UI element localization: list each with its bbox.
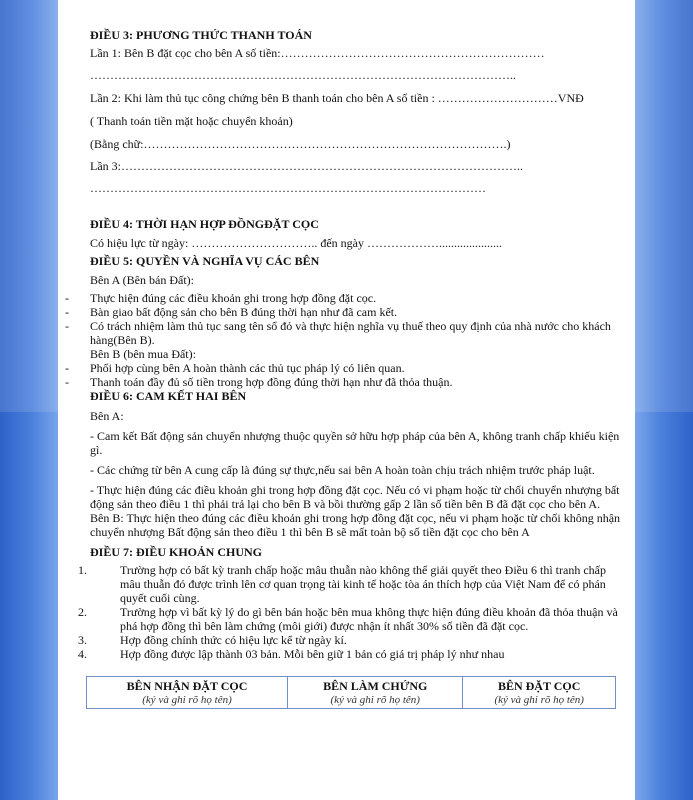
window-background-left	[0, 0, 58, 800]
list-item: - Thanh toán đầy đủ số tiền trong hợp đồng đúng thời hạn như đã thỏa thuận.	[90, 375, 621, 389]
signature-title: BÊN LÀM CHỨNG	[323, 679, 428, 693]
party-b-label: Bên B (bên mua Đất):	[90, 347, 196, 361]
list-item: 3. Hợp đồng chính thức có hiệu lực kể từ ngày kí.	[78, 633, 347, 647]
signature-cell-witness	[288, 677, 463, 709]
installment-1: Lần 1: Bên B đặt cọc cho bên A số tiền:…………………………………………………………	[90, 46, 545, 60]
payment-method-note: ( Thanh toán tiền mặt hoặc chuyển khoản)	[90, 114, 293, 128]
list-item: - Có trách nhiệm làm thủ tục sang tên sổ đỏ và thực hiện nghĩa vụ thuế theo quy định của nhà nước cho khách hàng(Bên B).	[90, 319, 621, 347]
signature-table	[86, 676, 616, 709]
list-item: - Bàn giao bất động sản cho bên B đúng thời hạn như đã cam kết.	[90, 305, 621, 319]
article5-heading: ĐIỀU 5: QUYỀN VÀ NGHĨA VỤ CÁC BÊN	[90, 254, 320, 268]
article4-heading: ĐIỀU 4: THỜI HẠN HỢP ĐỒNGĐẶT CỌC	[90, 217, 319, 231]
article6-heading: ĐIỀU 6: CAM KẾT HAI BÊN	[90, 389, 247, 403]
general-terms-list	[78, 563, 621, 661]
party-b-commitment: Bên B: Thực hiện theo đúng các điều khoản ghi trong hợp đồng đặt cọc, nếu vi phạm hoặc từ chối không nhận chuyển nhượng Bất động sản theo điều 1 thì bên B sẽ mất toàn bộ số tiền đặt cọc cho bên A	[90, 511, 621, 539]
window-background-right	[635, 0, 693, 800]
list-item: - Thực hiện đúng các điều khoản ghi trong hợp đồng đặt cọc.	[90, 291, 621, 305]
commitment-paragraph: - Thực hiện đúng các điều khoản ghi trong hợp đồng đặt cọc. Nếu có vi phạm hoặc từ chối chuyển nhượng bất động sản theo điều 1 thì phải trả lại cho bên B và bồi thường gấp 2 lần số tiền bên B đã đặt cọc cho bên A.	[90, 483, 620, 511]
signature-note: (ký và ghi rõ họ tên)	[494, 694, 584, 706]
party-a-duties	[90, 291, 621, 347]
signature-cell-deposit-receiver	[87, 677, 288, 709]
commitment-paragraph: - Cam kết Bất động sản chuyển nhượng thuộc quyền sở hữu hợp pháp của bên A, không tranh chấp khiếu kiện gì.	[90, 429, 620, 457]
list-item: 1. Trường hợp có bất kỳ tranh chấp hoặc mâu thuẫn nào không thể giải quyết theo Điều 6 thì tranh chấp mâu thuẫn đó được trình lên cơ quan trọng tài kinh tế hoặc tòa án thích hợp của Việt Nam để có phán quyết cuối cùng.	[78, 563, 606, 605]
list-item: - Phối hợp cùng bên A hoàn thành các thủ tục pháp lý có liên quan.	[90, 361, 621, 375]
document-content	[78, 28, 621, 661]
party-a-label: Bên A (Bên bán Đất):	[90, 273, 194, 287]
signature-note: (ký và ghi rõ họ tên)	[330, 694, 420, 706]
party-b-duties	[90, 361, 621, 389]
signature-title: BÊN NHẬN ĐẶT CỌC	[126, 679, 248, 693]
document-page	[58, 0, 635, 800]
validity-period: Có hiệu lực từ ngày: ………………………….. đến ngày ……………….....................	[90, 236, 502, 250]
signature-title: BÊN ĐẶT CỌC	[497, 679, 581, 693]
signature-note: (ký và ghi rõ họ tên)	[142, 694, 232, 706]
installment-1-cont: ……………………………………………………………………………………………..	[90, 68, 516, 82]
list-item: 4. Hợp đồng được lập thành 03 bản. Mỗi bên giữ 1 bản có giá trị pháp lý như nhau	[78, 647, 505, 661]
signature-cell-depositor	[463, 677, 616, 709]
list-item: 2. Trường hợp vì bất kỳ lý do gì bên bán hoặc bên mua không thực hiện đúng điều khoản đã thỏa thuận và phá hợp đồng thì bên làm chứng (môi giới) được nhận ít nhất 30% số tiền đã đặt cọc.	[78, 605, 618, 633]
amount-in-words: (Bằng chữ:……………………………………………………………………………….)	[90, 137, 511, 151]
commitment-paragraph: - Các chứng từ bên A cung cấp là đúng sự thực,nếu sai bên A hoàn toàn chịu trách nhiệm trước pháp luật.	[90, 463, 595, 477]
party-a-label: Bên A:	[90, 409, 124, 423]
installment-3: Lần 3:………………………………………………………………………………………..	[90, 159, 523, 173]
article3-heading: ĐIỀU 3: PHƯƠNG THỨC THANH TOÁN	[90, 28, 312, 42]
signature-row	[87, 677, 616, 709]
installment-3-cont: ………………………………………………………………………………………	[90, 181, 486, 195]
article7-heading: ĐIỀU 7: ĐIỀU KHOẢN CHUNG	[90, 545, 263, 559]
installment-2: Lần 2: Khi làm thủ tục công chứng bên B thanh toán cho bên A số tiền : …………………………VNĐ	[90, 91, 584, 105]
